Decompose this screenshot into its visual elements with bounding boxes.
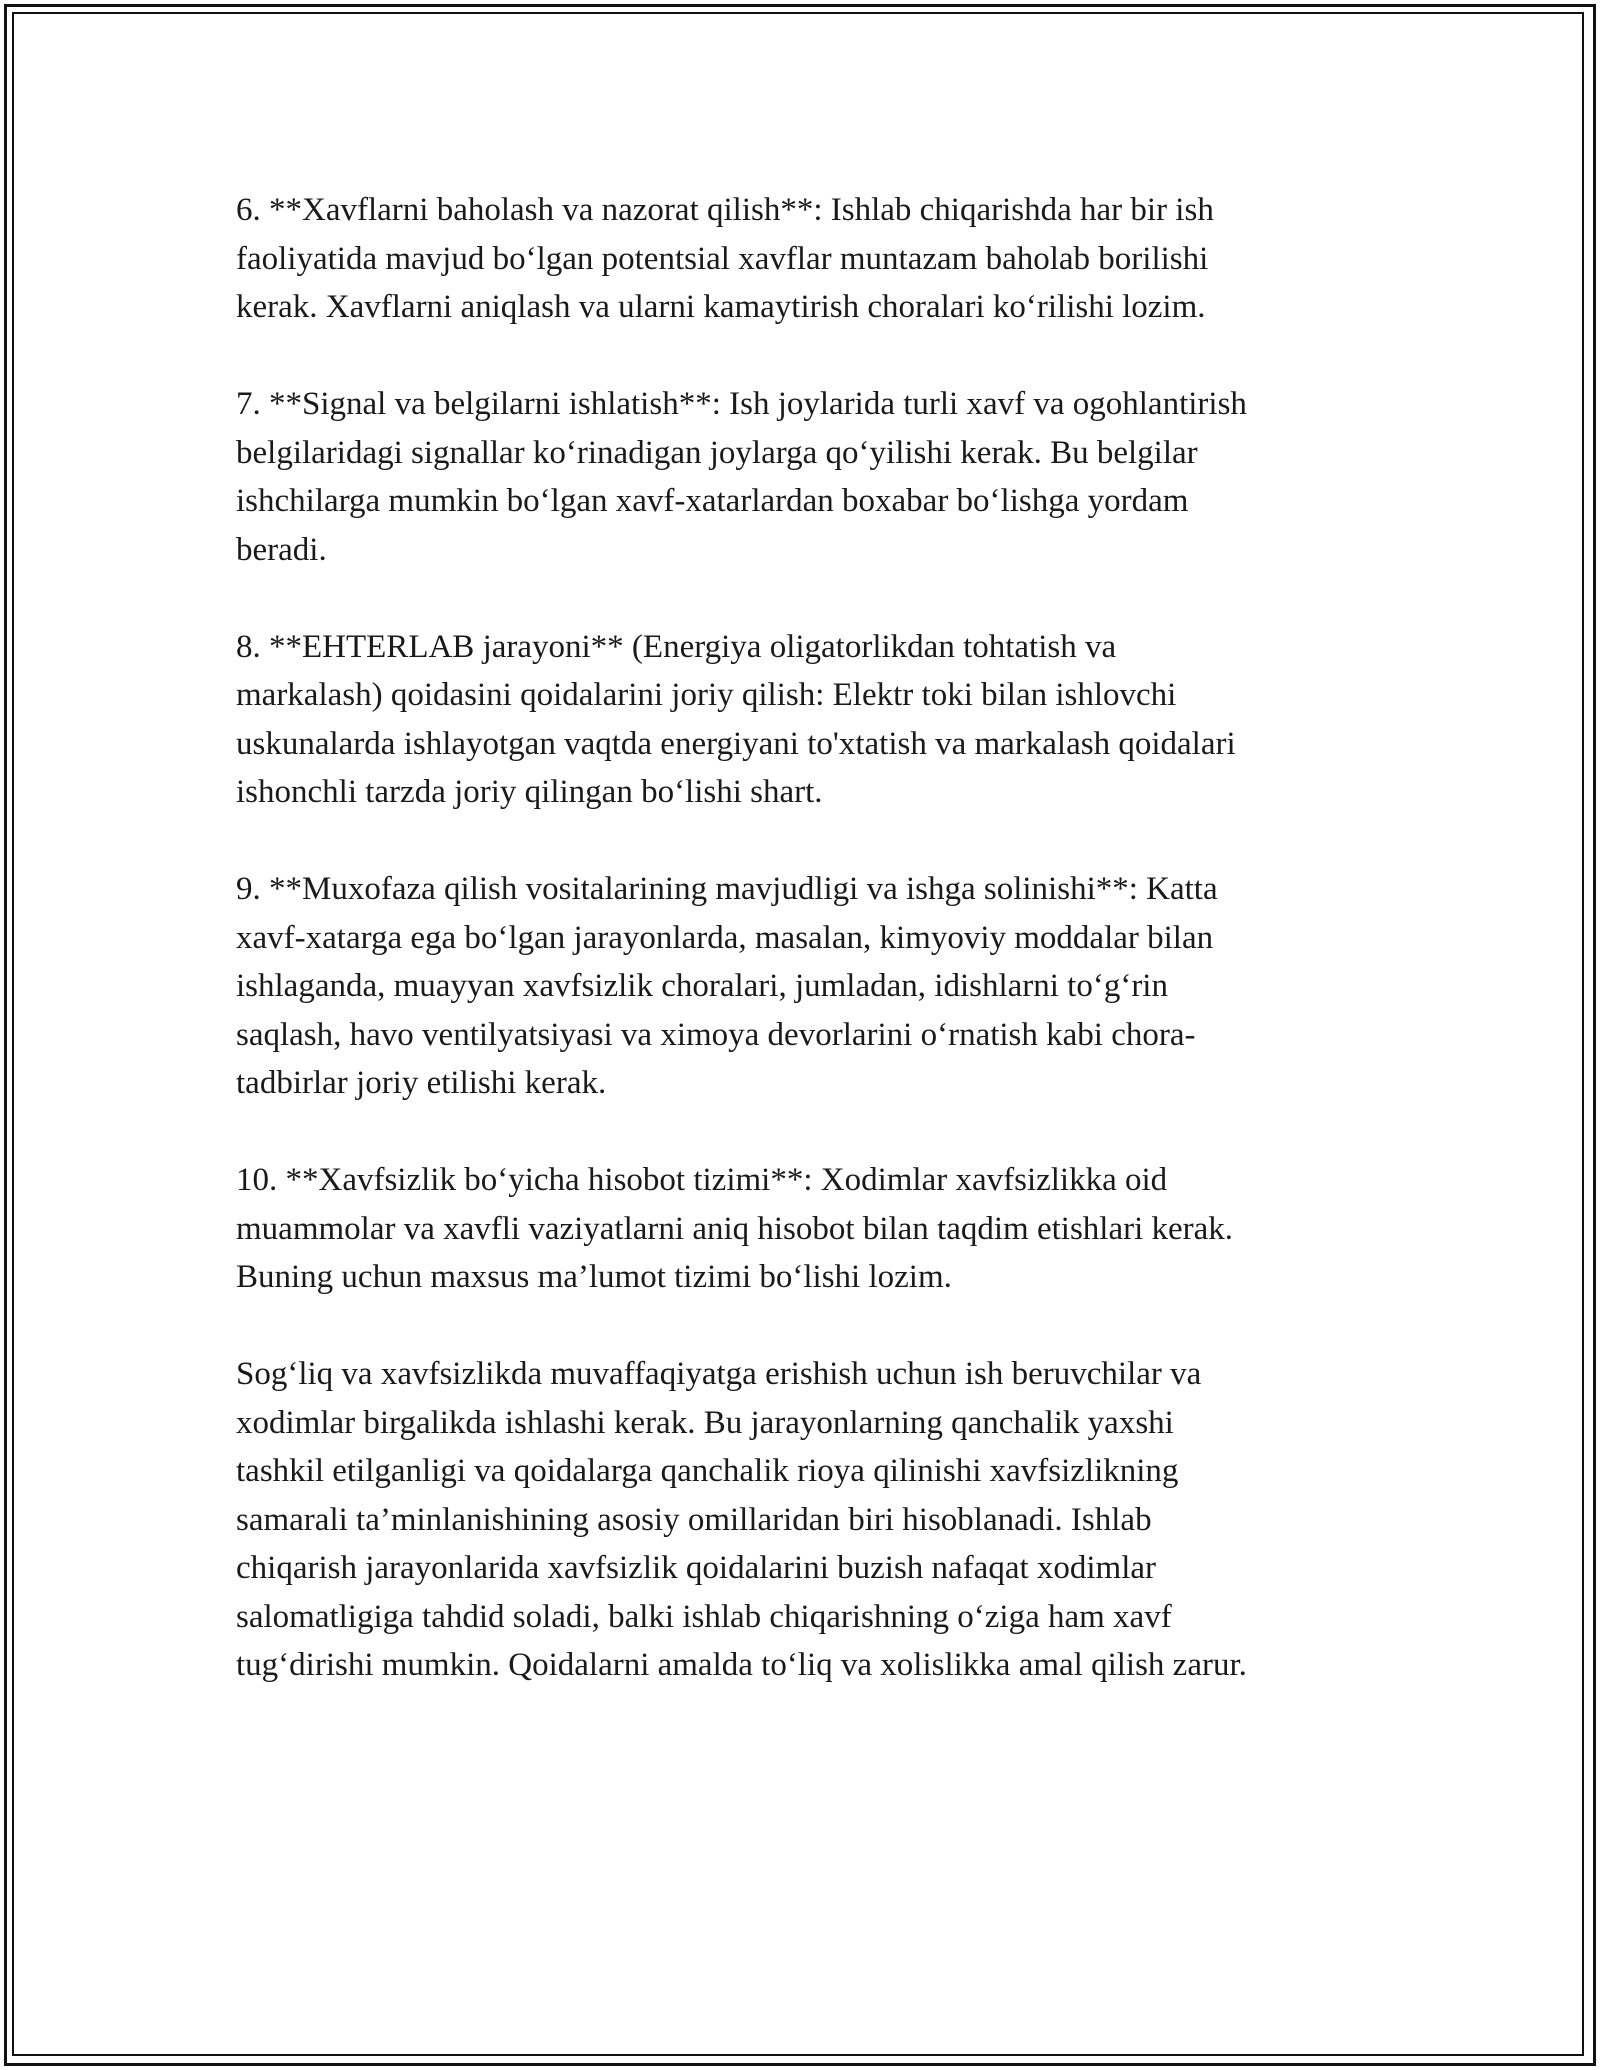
text-line: 10. **Xavfsizlik bo‘yicha hisobot tizimi**: Xodimlar xavfsizlikka oid [236, 1162, 1168, 1198]
text-line: xodimlar birgalikda ishlashi kerak. Bu jarayonlarning qanchalik yaxshi [236, 1404, 1174, 1441]
text-line: tug‘dirishi mumkin. Qoidalarni amalda to‘liq va xolislikka amal qilish zarur. [236, 1647, 1247, 1683]
text-line: kerak. Xavflarni aniqlash va ularni kamaytirish choralari ko‘rilishi lozim. [236, 289, 1206, 325]
text-line: ishlaganda, muayyan xavfsizlik choralari, jumladan, idishlarni to‘g‘rin [236, 968, 1168, 1004]
paragraph-item-7 [236, 380, 1371, 574]
text-line: markalash) qoidasini qoidalarini joriy qilish: Elektr toki bilan ishlovchi [236, 677, 1177, 713]
text-line: tashkil etilganligi va qoidalarga qanchalik rioya qilinishi xavfsizlikning [236, 1453, 1179, 1489]
text-line: 6. **Xavflarni baholash va nazorat qilish**: Ishlab chiqarishda har bir ish [236, 192, 1214, 228]
text-line: ishonchli tarzda joriy qilingan bo‘lishi shart. [236, 774, 823, 810]
text-line: muammolar va xavfli vaziyatlarni aniq hisobot bilan taqdim etishlari kerak. [236, 1210, 1234, 1247]
text-line: 8. **EHTERLAB jarayoni** (Energiya oligatorlikdan tohtatish va [236, 628, 1117, 665]
text-line: ishchilarga mumkin bo‘lgan xavf-xatarlardan boxabar bo‘lishga yordam [236, 483, 1189, 519]
text-line: Buning uchun maxsus ma’lumot tizimi bo‘lishi lozim. [236, 1259, 952, 1295]
text-line: 7. **Signal va belgilarni ishlatish**: Ish joylarida turli xavf va ogohlantirish [236, 386, 1247, 422]
text-line: salomatligiga tahdid soladi, balki ishlab chiqarishning o‘ziga ham xavf [236, 1598, 1172, 1635]
paragraph-item-9 [236, 865, 1371, 1108]
text-line: uskunalarda ishlayotgan vaqtda energiyani to'xtatish va markalash qoidalari [236, 725, 1236, 762]
text-line: tadbirlar joriy etilishi kerak. [236, 1065, 607, 1101]
text-line: samarali ta’minlanishining asosiy omillaridan biri hisoblanadi. Ishlab [236, 1501, 1152, 1538]
text-line: belgilaridagi signallar ko‘rinadigan joylarga qo‘yilishi kerak. Bu belgilar [236, 434, 1198, 471]
text-line: 9. **Muxofaza qilish vositalarining mavjudligi va ishga solinishi**: Katta [236, 871, 1218, 907]
paragraph-item-8 [236, 623, 1371, 817]
text-line: saqlash, havo ventilyatsiyasi va ximoya devorlarini o‘rnatish kabi chora- [236, 1016, 1196, 1053]
text-line: faoliyatida mavjud bo‘lgan potentsial xavflar muntazam baholab borilishi [236, 240, 1209, 277]
text-line: xavf-xatarga ega bo‘lgan jarayonlarda, masalan, kimyoviy moddalar bilan [236, 919, 1214, 956]
document-body [236, 186, 1371, 1690]
paragraph-item-10 [236, 1156, 1371, 1302]
text-line: beradi. [236, 531, 327, 568]
paragraph-conclusion [236, 1350, 1371, 1690]
text-line: Sog‘liq va xavfsizlikda muvaffaqiyatga erishish uchun ish beruvchilar va [236, 1356, 1202, 1392]
text-line: chiqarish jarayonlarida xavfsizlik qoidalarini buzish nafaqat xodimlar [236, 1550, 1157, 1586]
paragraph-item-6 [236, 186, 1371, 332]
